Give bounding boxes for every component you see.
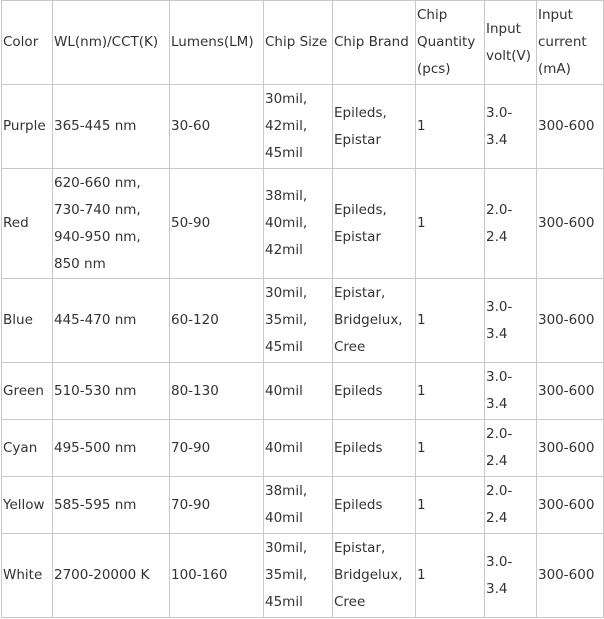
cell-line: Epistar, — [334, 540, 386, 556]
cell-line: 3.0- — [486, 104, 513, 121]
cell-color — [2, 85, 53, 169]
table-row-white — [2, 534, 604, 618]
cell-line: 1 — [417, 118, 426, 134]
cell-input-volt — [485, 169, 537, 279]
header-line: Color — [3, 34, 39, 50]
cell-color — [2, 534, 53, 618]
cell-wl — [53, 169, 170, 279]
header-cell-input-current — [537, 1, 604, 85]
cell-input-current — [537, 363, 604, 420]
table-row-cyan — [2, 420, 604, 477]
cell-line: Epileds, — [334, 104, 387, 121]
cell-input-volt — [485, 477, 537, 534]
header-cell-chip-quantity — [416, 1, 485, 85]
cell-chip-brand — [333, 363, 416, 420]
cell-input-volt — [485, 85, 537, 169]
cell-wl — [53, 279, 170, 363]
header-line: WL(nm)/CCT(K) — [54, 34, 159, 50]
cell-line: Cree — [334, 339, 366, 355]
cell-wl — [53, 420, 170, 477]
cell-line: 42mil — [265, 242, 303, 258]
cell-input-volt — [485, 363, 537, 420]
header-cell-lumens — [170, 1, 264, 85]
cell-line: 100-160 — [171, 567, 228, 583]
cell-lumens — [170, 420, 264, 477]
cell-line: 2.4 — [486, 510, 508, 526]
cell-line: 300-600 — [538, 118, 595, 134]
header-line: Chip — [417, 7, 448, 23]
cell-line: Yellow — [3, 496, 45, 513]
cell-line: 70-90 — [171, 439, 211, 456]
cell-line: Epileds — [334, 439, 383, 456]
cell-line: White — [3, 567, 43, 583]
cell-line: 40mil — [265, 510, 303, 526]
cell-line: 45mil — [265, 145, 303, 161]
cell-chip-quantity — [416, 169, 485, 279]
header-cell-chip-size — [264, 1, 333, 85]
cell-line: 940-950 nm, — [54, 228, 141, 245]
cell-line: 510-530 nm — [54, 382, 137, 399]
cell-line: 70-90 — [171, 496, 211, 513]
cell-line: Epileds — [334, 382, 383, 399]
table-row-yellow — [2, 477, 604, 534]
led-spec-table — [1, 0, 604, 618]
cell-line: 40mil — [265, 382, 303, 399]
header-cell-chip-brand — [333, 1, 416, 85]
cell-input-current — [537, 169, 604, 279]
table-row-purple — [2, 85, 604, 169]
cell-line: 3.4 — [486, 396, 508, 412]
cell-line: 38mil, — [265, 483, 308, 499]
cell-chip-size — [264, 169, 333, 279]
cell-line: 300-600 — [538, 215, 595, 231]
cell-input-volt — [485, 420, 537, 477]
cell-line: 35mil, — [265, 567, 308, 583]
cell-chip-brand — [333, 534, 416, 618]
cell-color — [2, 477, 53, 534]
cell-line: 1 — [417, 312, 426, 328]
header-cell-input-volt — [485, 1, 537, 85]
cell-chip-brand — [333, 420, 416, 477]
header-line: Input — [486, 20, 521, 37]
cell-line: 850 nm — [54, 255, 106, 272]
header-line: (mA) — [538, 61, 571, 77]
header-line: Chip Size — [265, 34, 328, 50]
header-line: volt(V) — [486, 47, 532, 64]
header-line: Chip Brand — [334, 34, 409, 50]
cell-input-volt — [485, 534, 537, 618]
cell-color — [2, 363, 53, 420]
cell-lumens — [170, 363, 264, 420]
cell-lumens — [170, 534, 264, 618]
cell-chip-quantity — [416, 534, 485, 618]
cell-line: 50-90 — [171, 215, 211, 231]
cell-color — [2, 420, 53, 477]
cell-line: 2.0- — [486, 426, 513, 442]
cell-chip-brand — [333, 169, 416, 279]
cell-line: 445-470 nm — [54, 312, 137, 328]
cell-chip-quantity — [416, 477, 485, 534]
cell-wl — [53, 534, 170, 618]
cell-line: 35mil, — [265, 312, 308, 328]
cell-line: 45mil — [265, 594, 303, 610]
cell-line: 300-600 — [538, 439, 595, 456]
cell-line: 40mil, — [265, 215, 308, 231]
cell-line: 40mil — [265, 439, 303, 456]
cell-line: Epistar — [334, 131, 381, 148]
cell-line: 1 — [417, 215, 426, 231]
header-cell-color — [2, 1, 53, 85]
cell-chip-size — [264, 420, 333, 477]
cell-line: 365-445 nm — [54, 118, 137, 134]
cell-line: 1 — [417, 382, 426, 399]
cell-line: Red — [3, 215, 29, 231]
cell-line: 30mil, — [265, 540, 308, 556]
cell-line: Purple — [3, 118, 46, 134]
cell-chip-quantity — [416, 363, 485, 420]
cell-line: 300-600 — [538, 567, 595, 583]
cell-color — [2, 169, 53, 279]
cell-chip-size — [264, 363, 333, 420]
cell-line: Epistar, — [334, 285, 386, 301]
cell-chip-brand — [333, 85, 416, 169]
cell-line: Cree — [334, 594, 366, 610]
cell-line: 30-60 — [171, 118, 211, 134]
cell-line: 2700-20000 K — [54, 567, 150, 583]
cell-line: 38mil, — [265, 188, 308, 204]
table-row-red — [2, 169, 604, 279]
header-row — [2, 1, 604, 85]
cell-chip-quantity — [416, 420, 485, 477]
cell-line: Cyan — [3, 439, 38, 456]
header-cell-wl — [53, 1, 170, 85]
cell-chip-quantity — [416, 85, 485, 169]
cell-input-current — [537, 279, 604, 363]
cell-lumens — [170, 279, 264, 363]
cell-line: 3.0- — [486, 369, 513, 385]
cell-line: 2.4 — [486, 453, 508, 469]
cell-line: 3.4 — [486, 325, 508, 342]
cell-line: Epileds — [334, 496, 383, 513]
cell-line: 42mil, — [265, 118, 308, 134]
cell-line: Epileds, — [334, 201, 387, 218]
cell-lumens — [170, 85, 264, 169]
cell-chip-brand — [333, 279, 416, 363]
cell-line: 585-595 nm — [54, 496, 137, 513]
cell-chip-size — [264, 85, 333, 169]
header-line: Lumens(LM) — [171, 34, 254, 50]
cell-line: 60-120 — [171, 312, 219, 328]
header-line: current — [538, 34, 587, 50]
cell-line: 2.4 — [486, 228, 508, 245]
cell-color — [2, 279, 53, 363]
cell-wl — [53, 477, 170, 534]
cell-line: 2.0- — [486, 483, 513, 499]
cell-line: 30mil, — [265, 285, 308, 301]
cell-line: Blue — [3, 312, 33, 328]
cell-line: Bridgelux, — [334, 312, 403, 328]
cell-line: Bridgelux, — [334, 567, 403, 583]
cell-wl — [53, 363, 170, 420]
header-line: Input — [538, 7, 573, 23]
cell-line: 3.4 — [486, 580, 508, 597]
cell-line: 3.0- — [486, 298, 513, 315]
header-line: (pcs) — [417, 61, 451, 77]
cell-line: 1 — [417, 567, 426, 583]
cell-line: 1 — [417, 439, 426, 456]
cell-line: 2.0- — [486, 201, 513, 218]
cell-input-current — [537, 85, 604, 169]
cell-input-current — [537, 534, 604, 618]
cell-line: Green — [3, 382, 44, 399]
cell-chip-size — [264, 477, 333, 534]
cell-line: 300-600 — [538, 312, 595, 328]
cell-chip-size — [264, 279, 333, 363]
cell-line: 730-740 nm, — [54, 201, 141, 218]
cell-chip-quantity — [416, 279, 485, 363]
cell-line: Epistar — [334, 228, 381, 245]
table-row-green — [2, 363, 604, 420]
cell-lumens — [170, 169, 264, 279]
cell-line: 45mil — [265, 339, 303, 355]
cell-line: 80-130 — [171, 382, 219, 399]
cell-line: 1 — [417, 496, 426, 513]
cell-line: 300-600 — [538, 496, 595, 513]
cell-line: 3.4 — [486, 131, 508, 148]
cell-wl — [53, 85, 170, 169]
cell-lumens — [170, 477, 264, 534]
cell-chip-brand — [333, 477, 416, 534]
cell-chip-size — [264, 534, 333, 618]
cell-line: 495-500 nm — [54, 439, 137, 456]
header-line: Quantity — [417, 34, 476, 50]
cell-line: 300-600 — [538, 382, 595, 399]
cell-input-volt — [485, 279, 537, 363]
cell-line: 3.0- — [486, 553, 513, 570]
table-row-blue — [2, 279, 604, 363]
cell-input-current — [537, 477, 604, 534]
cell-line: 30mil, — [265, 91, 308, 107]
cell-line: 620-660 nm, — [54, 174, 141, 191]
cell-input-current — [537, 420, 604, 477]
